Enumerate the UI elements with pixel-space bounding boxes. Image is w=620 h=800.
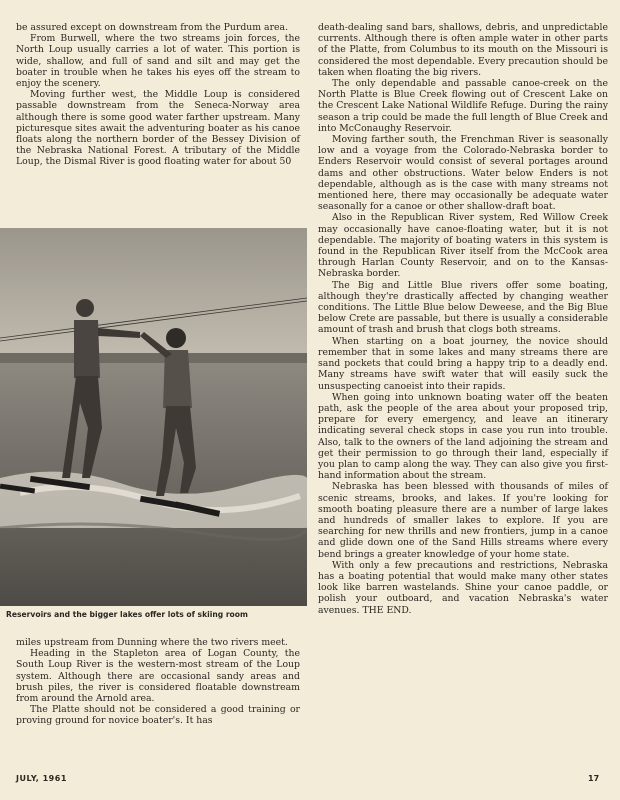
issue-date: JULY, 1961 (16, 774, 67, 783)
page-number: 17 (588, 774, 600, 783)
article-paragraph: The Big and Little Blue rivers offer some boating, although they're drastically affected by changing weather conditions. The Little Blue below Deweese, and the Big Blue below Crete are passable, but there is usually a considerable amount of trash and brush that clogs both streams. (318, 279, 608, 336)
article-paragraph: When going into unknown boating water off the beaten path, ask the people of the area about your proposed trip, prepare for every emergency, and leave an itinerary indicating several check stops in case you run into trouble. Also, talk to the owners of the land adjoining the stream and get their permission to go through their land, especially if you plan to camp along the way. They can also give you first-hand information about the stream. (318, 391, 608, 482)
article-paragraph: be assured except on downstream from the Purdum area. (16, 22, 289, 33)
article-paragraph: Also in the Republican River system, Red Willow Creek may occasionally have canoe-floating water, but it is not dependable. The majority of boating waters in this system is found in the Republican River itself from the McCook area through Harlan County Reservoir, and on to the Kansas-Nebraska border. (318, 212, 608, 280)
article-paragraph: When starting on a boat journey, the novice should remember that in some lakes and many streams there are sand pockets that could bring a happy trip to a deadly end. Many streams have swift water that will easily suck the unsuspecting canoeist into their rapids. (318, 335, 608, 392)
article-paragraph: The only dependable and passable canoe-creek on the North Platte is Blue Creek flowing out of Crescent Lake on the Crescent Lake National Wildlife Refuge. During the rainy season a trip could be made the full length of Blue Creek and into McConaughy Reservoir. (318, 78, 609, 134)
water-skiing-illustration (0, 228, 307, 606)
article-paragraph: Moving farther south, the Frenchman River is seasonally low and a voyage from the Colorado-Nebraska border to Enders Reservoir would consist of several portages around dams and other obstructions. Water below Enders is not dependable, although as is the case with many streams not mentioned here, there may occasionally be adequate water seasonally for a canoe or other shallow-draft boat. (318, 134, 608, 213)
article-column-left-top (16, 22, 300, 168)
article-paragraph: Heading in the Stapleton area of Logan County, the South Loup River is the western-most stream of the Loup system. Although there are occasional sandy areas and brush piles, the river is considered floatable downstream from around the Arnold area. (16, 648, 300, 705)
article-column-left-bottom (16, 637, 300, 727)
article-paragraph: Nebraska has been blessed with thousands of miles of scenic streams, brooks, and lakes. If you're looking for smooth boating pleasure there are a number of large lakes and hundreds of smaller lakes to explore. If you are searching for new thrills and new frontiers, jump in a canoe and glide down one of the Sand Hills streams where every bend brings a greater knowledge of your home state. (318, 481, 608, 560)
article-paragraph: death-dealing sand bars, shallows, debris, and unpredictable currents. Although there is often ample water in other parts of the Platte, from Columbus to its mouth on the Missouri is considered the most dependable. Every precaution should be taken when floating the big rivers. (318, 22, 608, 78)
article-column-right (318, 22, 608, 616)
water-skiing-photo (0, 228, 307, 606)
article-paragraph: The Platte should not be considered a good training or proving ground for novice boater's. It has (16, 704, 300, 727)
article-paragraph: With only a few precautions and restrictions, Nebraska has a boating potential that would make many other states look like barren wastelands. Shine your canoe paddle, or polish your outboard, and vacation Nebraska's water avenues. THE END. (318, 559, 608, 616)
article-paragraph: miles upstream from Dunning where the two rivers meet. (16, 637, 288, 648)
article-paragraph: From Burwell, where the two streams join forces, the North Loup usually carries a lot of water. This portion is wide, shallow, and full of sand and silt and may get the boater in trouble when he takes his eyes off the stream to enjoy the scenery. (16, 33, 300, 90)
photo-caption: Reservoirs and the bigger lakes offer lots of skiing room (6, 610, 248, 619)
article-paragraph: Moving further west, the Middle Loup is considered passable downstream from the Seneca-Norway area although there is some good water farther upstream. Many picturesque sites await the adventuring boater as his canoe floats along the northern border of the Bessey Division of the Nebraska National Forest. A tributary of the Middle Loup, the Dismal River is good floating water for about 50 (16, 89, 300, 168)
